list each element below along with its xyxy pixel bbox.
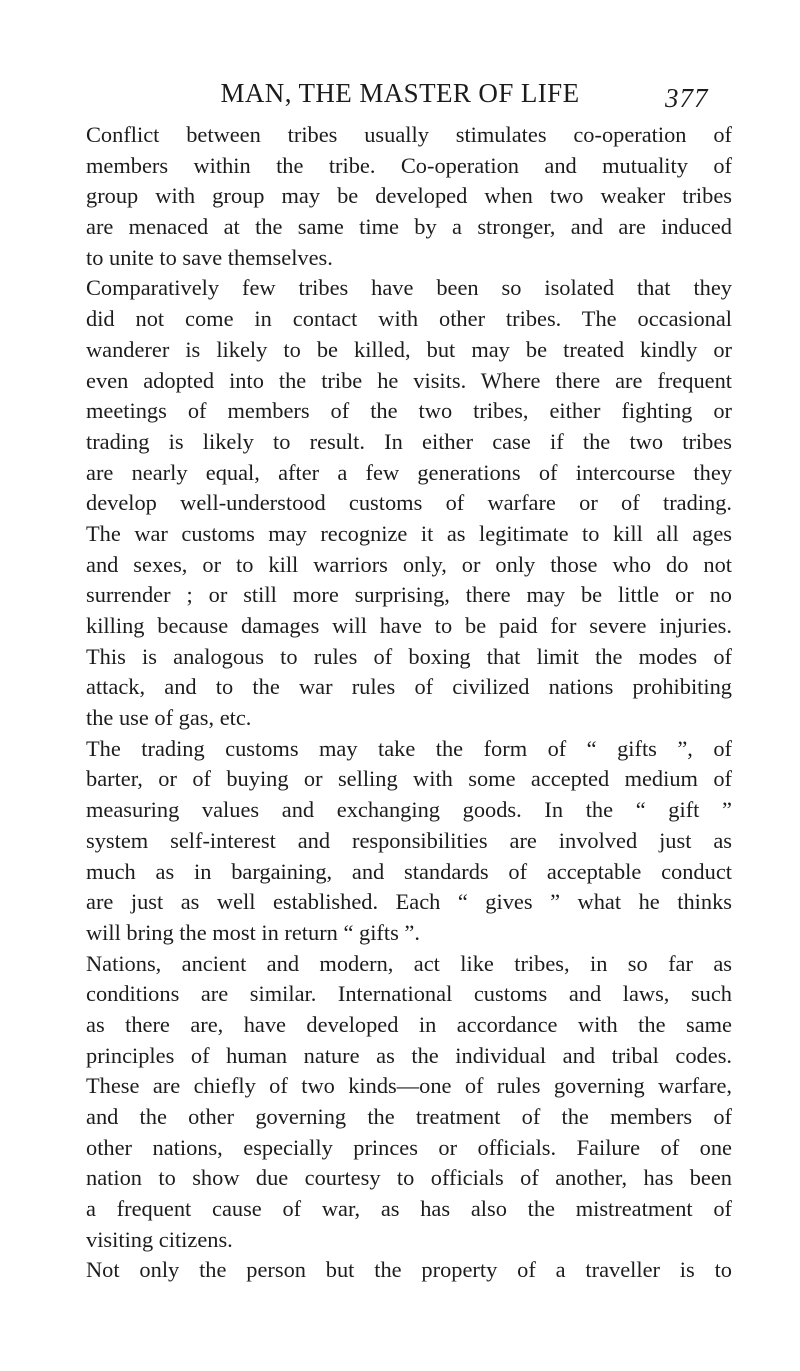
text-line: and the other governing the treatment of the members of	[86, 1104, 732, 1129]
text-line: group with group may be developed when two weaker tribes	[86, 183, 732, 209]
text-line: Comparatively few tribes have been so isolated that they	[86, 275, 732, 301]
paragraph-3	[86, 734, 732, 949]
text-line: This is analogous to rules of boxing that limit the modes of	[86, 643, 732, 669]
paragraph-4	[86, 949, 732, 1256]
paragraph-2	[86, 273, 732, 733]
paragraph-5	[86, 1255, 732, 1286]
body-text	[86, 120, 732, 1286]
text-line: wanderer is likely to be killed, but may be treated kindly or	[86, 336, 732, 362]
text-line: as there are, have developed in accordance with the same	[86, 1011, 732, 1037]
text-line: develop well-understood customs of warfare or of trading.	[86, 490, 732, 516]
text-line: members within the tribe. Co-operation and mutuality of	[86, 152, 732, 178]
text-line: measuring values and exchanging goods. In the “ gift ”	[86, 797, 732, 823]
text-line: much as in bargaining, and standards of acceptable conduct	[86, 858, 732, 884]
text-line: are just as well established. Each “ gives ” what he thinks	[86, 889, 732, 915]
text-line: a frequent cause of war, as has also the mistreatment of	[86, 1196, 732, 1222]
text-line: These are chiefly of two kinds—one of rules governing warfare,	[86, 1073, 732, 1099]
page-number: 377	[665, 83, 709, 113]
text-line: the use of gas, etc.	[86, 705, 252, 731]
text-line: nation to show due courtesy to officials of another, has been	[86, 1165, 732, 1191]
text-line: even adopted into the tribe he visits. Where there are frequent	[86, 367, 732, 393]
text-line: killing because damages will have to be paid for severe injuries.	[86, 613, 732, 638]
paragraph-1	[86, 120, 732, 273]
text-line: conditions are similar. International customs and laws, such	[86, 981, 732, 1007]
text-line: The war customs may recognize it as legitimate to kill all ages	[86, 520, 732, 546]
text-line: other nations, especially princes or officials. Failure of one	[86, 1134, 732, 1160]
text-line: are menaced at the same time by a stronger, and are induced	[86, 214, 732, 240]
running-title: MAN, THE MASTER OF LIFE	[220, 78, 580, 108]
text-line: Conflict between tribes usually stimulates co-operation of	[86, 122, 732, 147]
text-line: will bring the most in return “ gifts ”.	[86, 919, 420, 945]
text-line: and sexes, or to kill warriors only, or only those who do not	[86, 551, 732, 577]
text-line: surrender ; or still more surprising, there may be little or no	[86, 582, 732, 608]
text-line: trading is likely to result. In either case if the two tribes	[86, 428, 732, 454]
text-line: Not only the person but the property of a traveller is to	[86, 1257, 732, 1283]
text-line: system self-interest and responsibilities are involved just as	[86, 827, 732, 853]
text-line: Nations, ancient and modern, act like tribes, in so far as	[86, 950, 732, 976]
text-line: The trading customs may take the form of “ gifts ”, of	[86, 735, 732, 761]
text-line: meetings of members of the two tribes, either fighting or	[86, 398, 732, 424]
text-line: principles of human nature as the individual and tribal codes.	[86, 1042, 732, 1068]
text-line: barter, or of buying or selling with some accepted medium of	[86, 766, 732, 792]
text-line: visiting citizens.	[86, 1226, 233, 1252]
text-line: to unite to save themselves.	[86, 244, 333, 270]
text-line: are nearly equal, after a few generations of intercourse they	[86, 459, 732, 485]
text-line: attack, and to the war rules of civilized nations prohibiting	[86, 674, 732, 700]
text-line: did not come in contact with other tribes. The occasional	[86, 306, 732, 332]
